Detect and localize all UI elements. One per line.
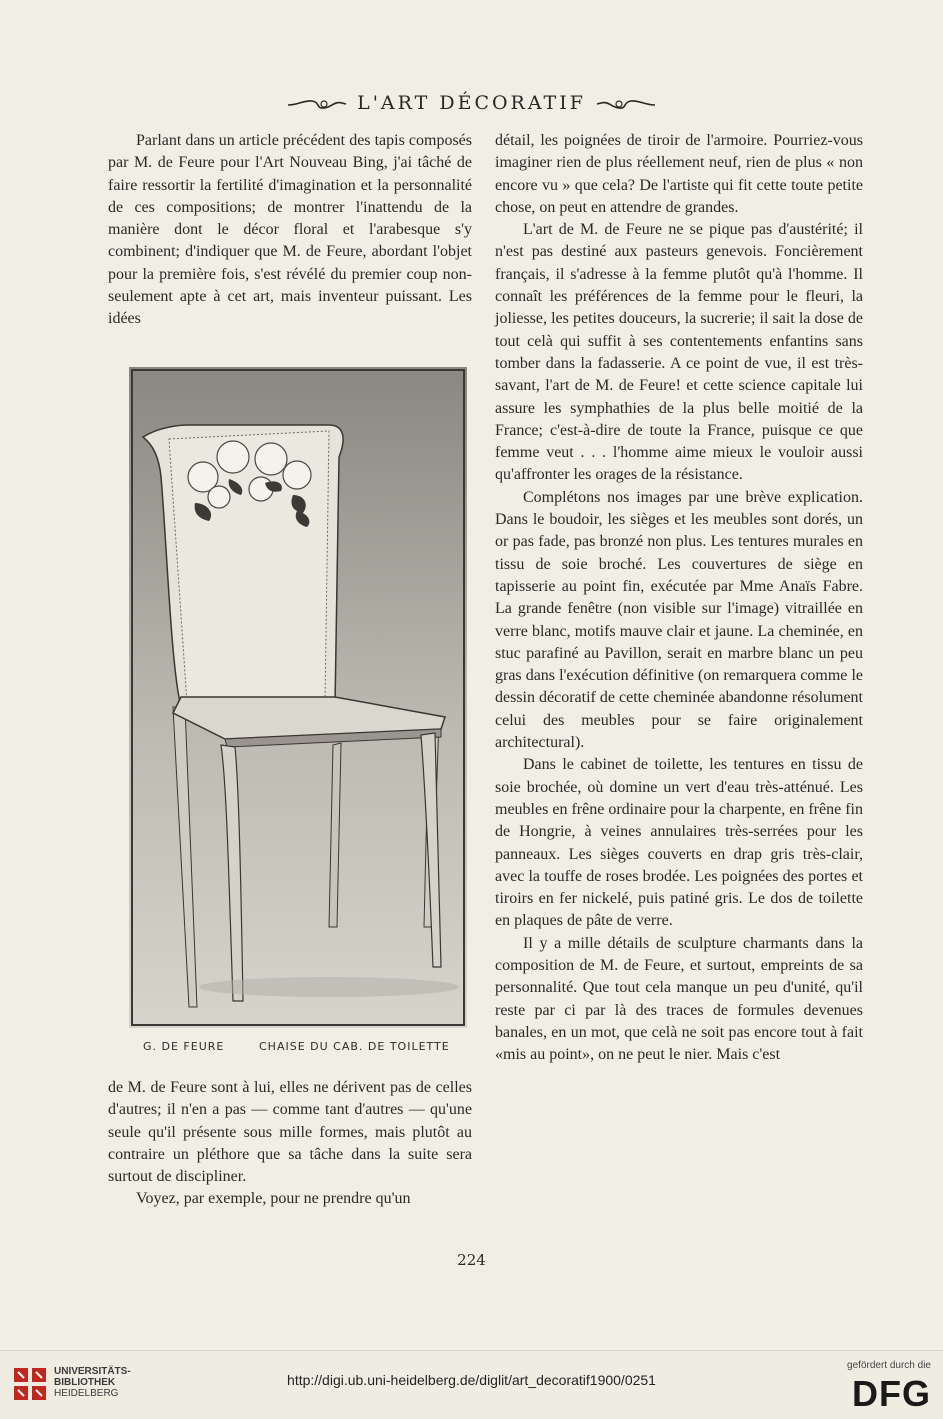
column-right — [495, 130, 863, 1066]
page-number: 224 — [457, 1251, 486, 1269]
paragraph: Complétons nos images par une brève explication. Dans le boudoir, les sièges et les meubles sont dorés, un or pas fade, pas bronzé non plus. Les tentures murales en tissu de soie broché. Les couvertures de siège en tapisserie au point fin, exécutée par Mme Anaïs Fabre. La grande fenêtre (non visible sur l'image) vitraillée en verre blanc, motifs mauve clair et jaune. La cheminée, en stuc parafiné au Pavillon, serait en marbre blanc un peu gras dans l'exécution définitive (on remarquera comme le dessin décoratif de cette cheminée abandonne résolument celui des meubles pour se faire originalement architectural). — [495, 488, 863, 752]
paragraph: Dans le cabinet de toilette, les tentures en tissu de soie brochée, où domine un vert d'eau très-atténué. Les meubles en frêne ordinaire pour la charpente, en frêne fin de Hongrie, à veines annulaires très-serrées pour les panneaux. Les sièges couverts en drap gris très-clair, avec la touffe de roses brodée. Les poignées des portes et tiroirs en fer nickelé, puis patiné gris. Le dos de toilette en plaques de pâte de verre. — [495, 756, 863, 930]
column-left-bottom — [108, 1077, 472, 1211]
chair-photograph — [129, 367, 467, 1028]
chair-illustration — [129, 367, 467, 1028]
ornament-left-icon — [286, 97, 348, 111]
column-left-top — [108, 130, 472, 331]
permalink-url[interactable]: http://digi.ub.uni-heidelberg.de/diglit/art_decoratif1900/0251 — [287, 1372, 656, 1388]
paragraph: de M. de Feure sont à lui, elles ne dérivent pas de celles d'autres; il n'en a pas — comme tant d'autres — qu'une seule qu'il présente sous mille formes, mais plutôt au contraire un pléthore que sa tâche dans la suite sera surtout de discipliner. — [108, 1079, 472, 1186]
paragraph: Parlant dans un article précédent des tapis composés par M. de Feure pour l'Art Nouveau Bing, j'ai tâché de faire ressortir la fertilité d'imagination et la personnalité de ces compositions; de montrer l'inattendu de la manière dont le décor floral et l'arabesque s'y combinent; d'indiquer que M. de Feure, abordant l'objet pour la première fois, s'est révélé du premier coup non-seulement apte à cet art, mais inventeur puissant. Les idées — [108, 132, 472, 328]
university-name: UNIVERSITÄTS- BIBLIOTHEK HEIDELBERG — [54, 1366, 131, 1399]
viewer-footer — [0, 1350, 943, 1419]
dfg-logo: DFG — [852, 1373, 931, 1414]
running-header — [0, 92, 943, 114]
paragraph: L'art de M. de Feure ne se pique pas d'austérité; il n'est pas destiné aux pasteurs genevois. Foncièrement français, il s'adresse à la femme plutôt qu'à l'homme. Il connaît les préférences de la femme pour le fleuri, la joliesse, les petites douceurs, la sucrerie; il sait la dose de tout celà qui suffit à ses contentements enfantins sans tomber dans la fadasserie. A ce point de vue, il est très-savant, l'art de M. de Feure! et cette science capitale lui assure les symphathies de la plus belle moitié de la France; c'est-à-dire de toute la France, puisque ce que femme veut . . . l'homme aime mieux le vouloir aussi qu'affronter les orages de la résistance. — [495, 221, 863, 484]
paragraph: détail, les poignées de tiroir de l'armoire. Pourriez-vous imaginer rien de plus réellement neuf, rien de plus « non encore vu » que cela? De l'artiste qui fit cette toute petite chose, on peut en attendre de grandes. — [495, 132, 863, 216]
caption-artist: G. DE FEURE — [143, 1040, 225, 1053]
paragraph: Voyez, par exemple, pour ne prendre qu'un — [136, 1190, 411, 1208]
paragraph: Il y a mille détails de sculpture charmants dans la composition de M. de Feure, et surtout, empreints de sa personnalité. Que tout cela manque un peu d'unité, qu'il reste par ci par là des traces de formules devenues banales, en un mot, que celà ne soit pas encore tout à fait «mis au point», on ne peut le nier. Mais c'est — [495, 934, 863, 1064]
funding-label: gefördert durch die — [847, 1360, 931, 1371]
ornament-right-icon — [595, 97, 657, 111]
caption-title: CHAISE DU CAB. DE TOILETTE — [259, 1040, 450, 1053]
header-title: L'ART DÉCORATIF — [357, 92, 586, 114]
